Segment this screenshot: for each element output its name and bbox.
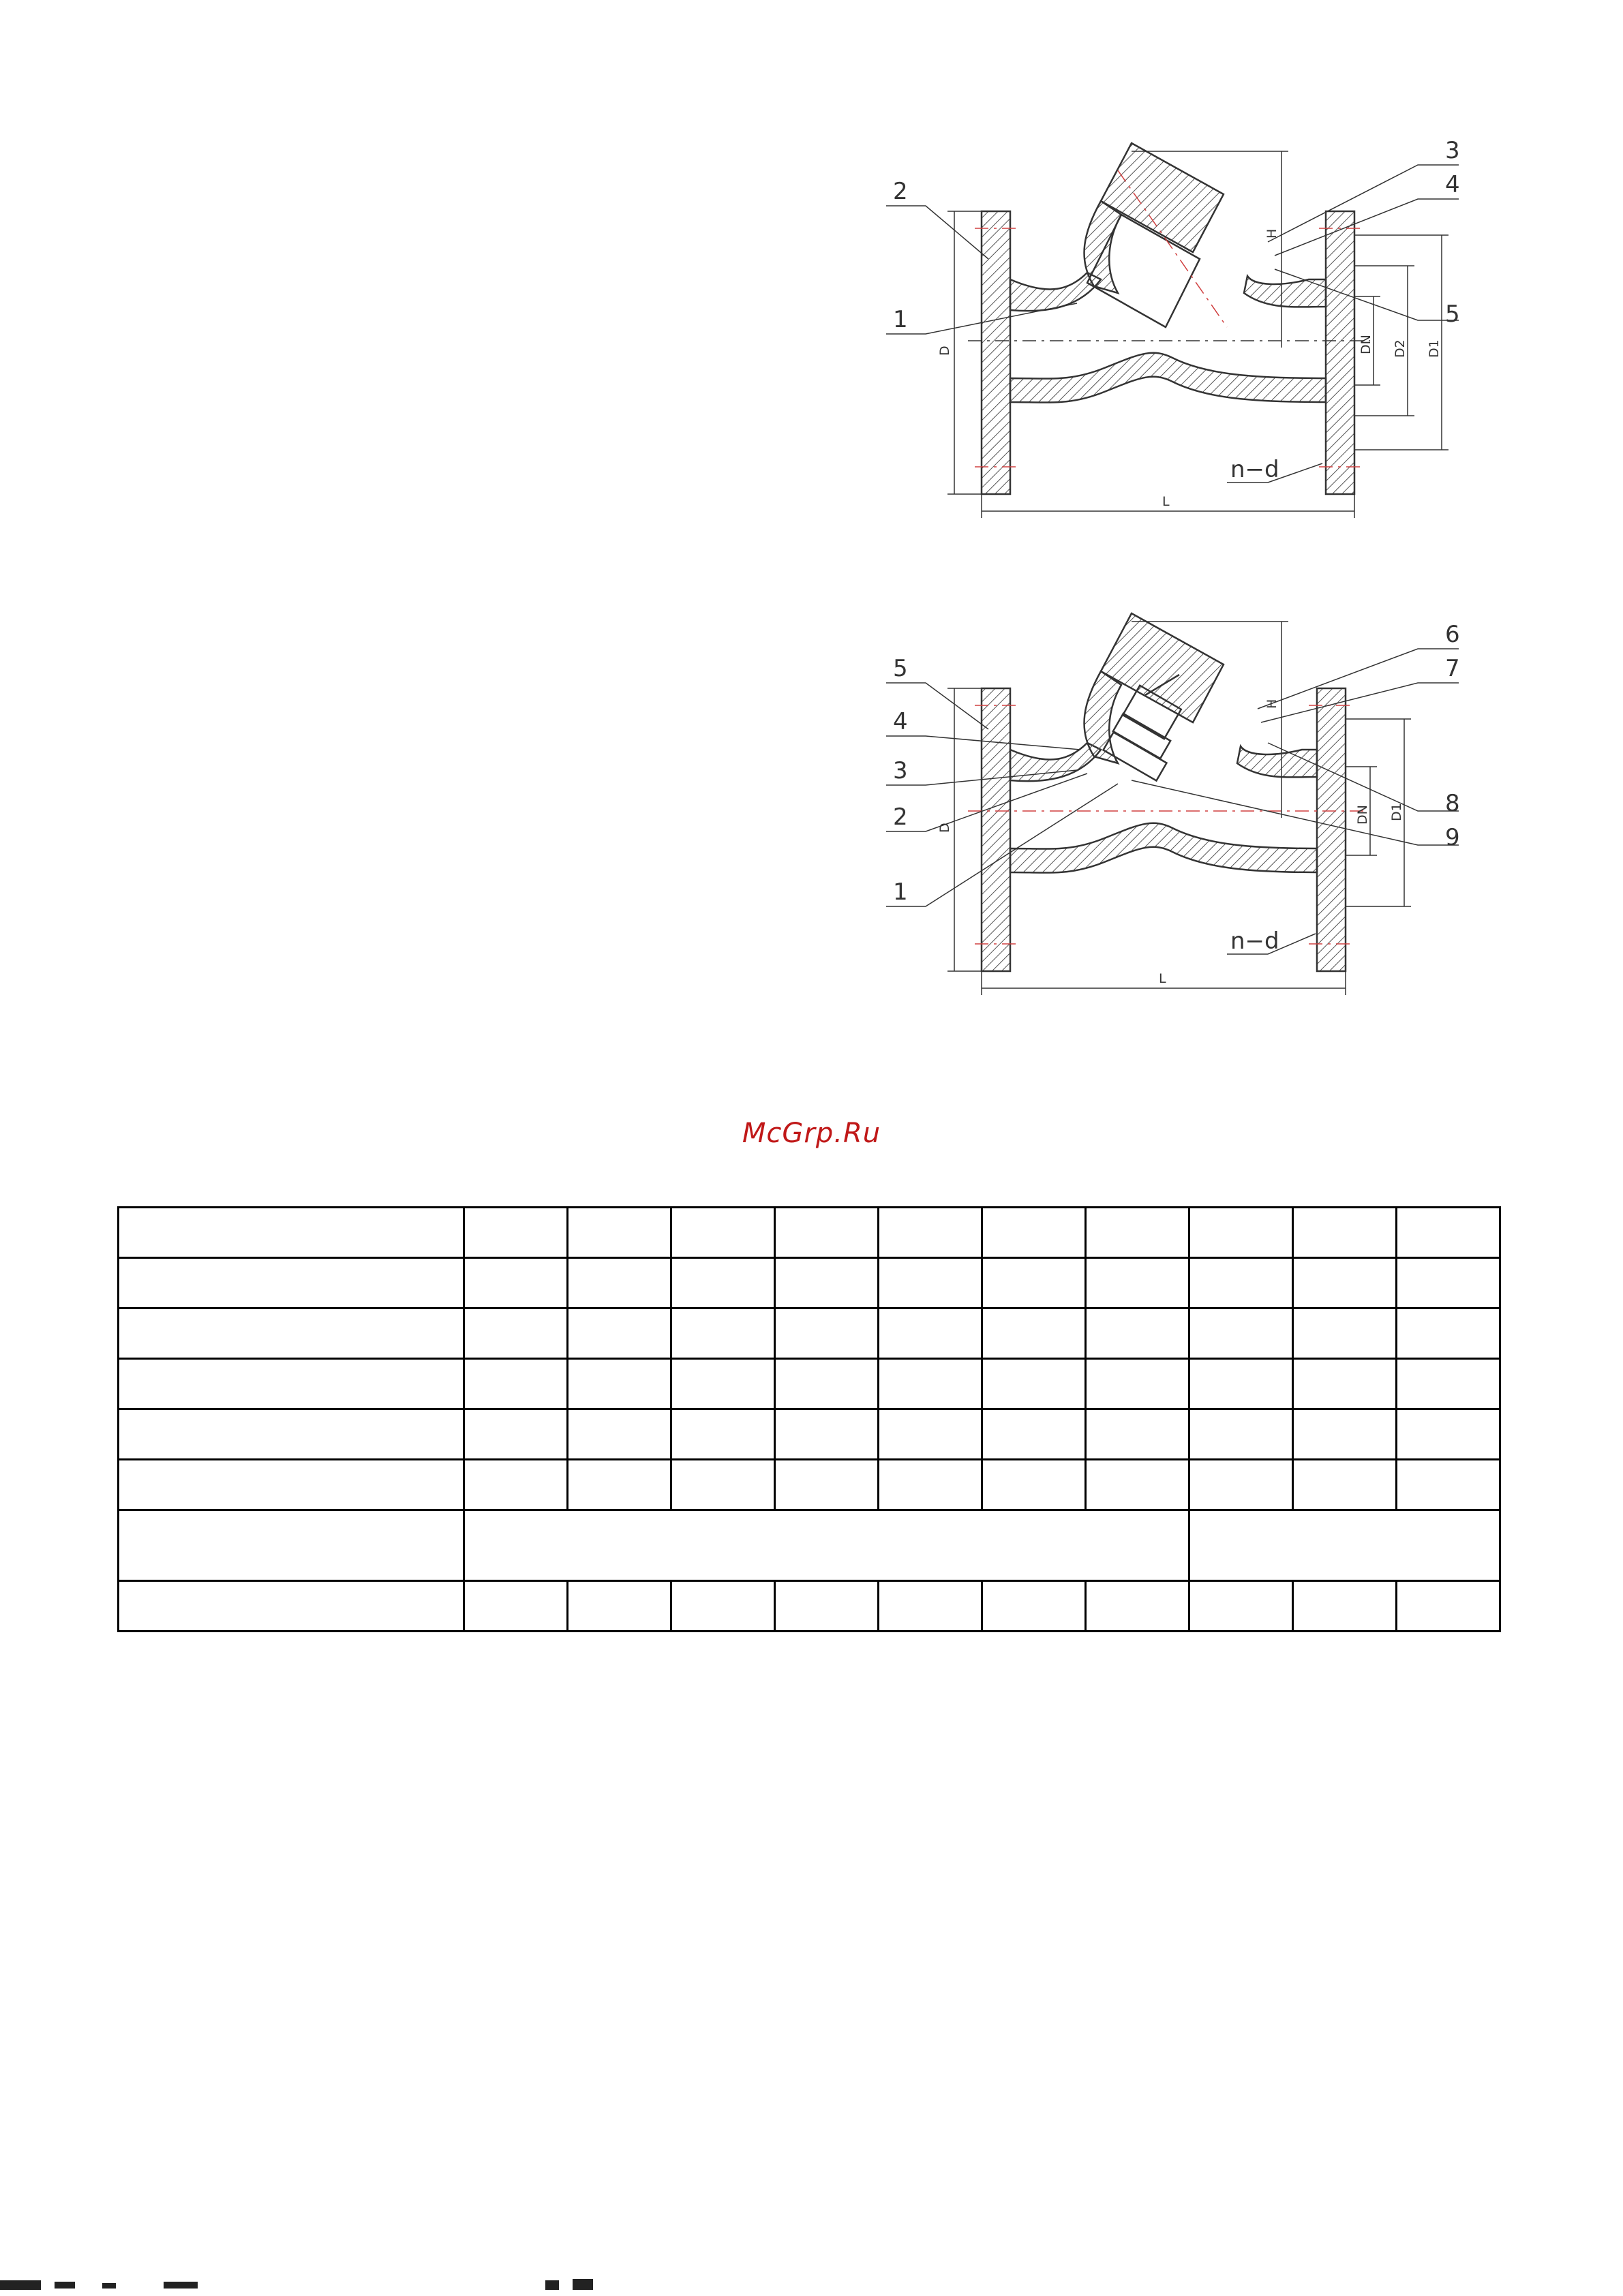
table-cell bbox=[1397, 1308, 1500, 1359]
table-cell bbox=[464, 1359, 568, 1409]
callout-4: 4 bbox=[1445, 171, 1460, 198]
table-cell-merged bbox=[1189, 1510, 1500, 1581]
dim-d2: D2 bbox=[1393, 339, 1408, 358]
dim-n-d: n−d bbox=[1230, 928, 1279, 955]
table-cell bbox=[775, 1208, 879, 1258]
table-row bbox=[119, 1208, 1500, 1258]
dim-dn: DN bbox=[1355, 805, 1370, 825]
table-cell bbox=[1189, 1409, 1293, 1460]
table-cell bbox=[1293, 1308, 1397, 1359]
callout-5: 5 bbox=[1445, 301, 1460, 328]
spec-table bbox=[117, 1206, 1501, 1632]
dim-dn: DN bbox=[1359, 335, 1374, 354]
callout-3: 3 bbox=[1445, 137, 1460, 164]
table-row bbox=[119, 1359, 1500, 1409]
table-cell bbox=[1397, 1208, 1500, 1258]
table-cell bbox=[1397, 1409, 1500, 1460]
table-cell bbox=[119, 1581, 464, 1632]
table-cell bbox=[568, 1359, 671, 1409]
table-cell bbox=[879, 1359, 982, 1409]
table-cell bbox=[1293, 1258, 1397, 1308]
table-cell bbox=[982, 1460, 1086, 1510]
table-cell bbox=[879, 1208, 982, 1258]
table-cell bbox=[1293, 1359, 1397, 1409]
dim-d: D bbox=[937, 346, 952, 356]
table-cell bbox=[775, 1581, 879, 1632]
callout-1: 1 bbox=[893, 878, 908, 906]
table-cell bbox=[568, 1208, 671, 1258]
dim-h: H bbox=[1264, 699, 1279, 709]
table-cell bbox=[775, 1258, 879, 1308]
table-cell bbox=[1397, 1581, 1500, 1632]
table-cell bbox=[879, 1460, 982, 1510]
table-cell bbox=[671, 1308, 775, 1359]
table-cell bbox=[1086, 1460, 1189, 1510]
table-cell bbox=[982, 1359, 1086, 1409]
callout-9: 9 bbox=[1445, 824, 1460, 851]
table-cell bbox=[1293, 1581, 1397, 1632]
table-cell bbox=[775, 1409, 879, 1460]
table-cell bbox=[568, 1581, 671, 1632]
table-row bbox=[119, 1510, 1500, 1581]
table-cell bbox=[464, 1581, 568, 1632]
table-cell bbox=[464, 1409, 568, 1460]
table-row bbox=[119, 1308, 1500, 1359]
table-cell bbox=[671, 1460, 775, 1510]
dim-h: H bbox=[1264, 228, 1279, 239]
table-cell bbox=[119, 1359, 464, 1409]
table-cell bbox=[982, 1208, 1086, 1258]
callout-6: 6 bbox=[1445, 621, 1460, 648]
table-cell bbox=[671, 1208, 775, 1258]
table-cell bbox=[879, 1258, 982, 1308]
table-cell bbox=[1189, 1308, 1293, 1359]
table-cell bbox=[671, 1359, 775, 1409]
table-cell bbox=[119, 1510, 464, 1581]
table-cell bbox=[1293, 1460, 1397, 1510]
table-cell bbox=[1086, 1208, 1189, 1258]
dim-d1: D1 bbox=[1389, 803, 1404, 821]
table-row bbox=[119, 1460, 1500, 1510]
callout-4: 4 bbox=[893, 708, 908, 735]
table-cell bbox=[568, 1460, 671, 1510]
table-cell bbox=[775, 1359, 879, 1409]
table-cell bbox=[1189, 1460, 1293, 1510]
table-cell bbox=[119, 1308, 464, 1359]
table-cell bbox=[119, 1460, 464, 1510]
table-cell bbox=[1189, 1208, 1293, 1258]
dim-d1: D1 bbox=[1427, 339, 1442, 358]
table-cell bbox=[982, 1581, 1086, 1632]
table-cell bbox=[119, 1208, 464, 1258]
footer-text-fragment bbox=[0, 2276, 1623, 2296]
table-cell bbox=[775, 1460, 879, 1510]
dim-n-d: n−d bbox=[1230, 456, 1279, 483]
table-cell bbox=[1293, 1409, 1397, 1460]
table-cell bbox=[1086, 1308, 1189, 1359]
table-cell bbox=[464, 1308, 568, 1359]
table-cell bbox=[119, 1258, 464, 1308]
table-cell bbox=[671, 1409, 775, 1460]
callout-7: 7 bbox=[1445, 655, 1460, 682]
table-cell bbox=[464, 1460, 568, 1510]
table-row bbox=[119, 1258, 1500, 1308]
dim-l: L bbox=[1159, 971, 1166, 986]
table-row bbox=[119, 1409, 1500, 1460]
table-cell bbox=[1397, 1258, 1500, 1308]
table-cell bbox=[568, 1409, 671, 1460]
valve-body bbox=[982, 143, 1354, 494]
table-cell bbox=[568, 1308, 671, 1359]
callout-3: 3 bbox=[893, 757, 908, 784]
strainer-drawing-bottom bbox=[845, 607, 1486, 1009]
callout-1: 1 bbox=[893, 306, 908, 333]
table-cell bbox=[671, 1258, 775, 1308]
table-cell bbox=[1086, 1581, 1189, 1632]
callout-2: 2 bbox=[893, 178, 908, 205]
table-cell bbox=[1293, 1208, 1397, 1258]
table-cell bbox=[568, 1258, 671, 1308]
watermark: McGrp.Ru bbox=[742, 1118, 881, 1149]
dim-d: D bbox=[937, 823, 952, 833]
table-cell bbox=[464, 1258, 568, 1308]
table-cell bbox=[1189, 1359, 1293, 1409]
table-cell bbox=[982, 1308, 1086, 1359]
table-cell bbox=[982, 1409, 1086, 1460]
dim-l: L bbox=[1162, 494, 1170, 509]
table-row bbox=[119, 1581, 1500, 1632]
table-cell bbox=[1397, 1460, 1500, 1510]
table-cell bbox=[1086, 1258, 1189, 1308]
table-cell bbox=[775, 1308, 879, 1359]
table-cell bbox=[1397, 1359, 1500, 1409]
table-cell bbox=[464, 1208, 568, 1258]
table-cell-merged bbox=[464, 1510, 1189, 1581]
table-cell bbox=[982, 1258, 1086, 1308]
table-cell bbox=[879, 1409, 982, 1460]
table-cell bbox=[1189, 1258, 1293, 1308]
table-cell bbox=[1189, 1581, 1293, 1632]
table-cell bbox=[1086, 1359, 1189, 1409]
table-cell bbox=[671, 1581, 775, 1632]
table-cell bbox=[879, 1581, 982, 1632]
strainer-drawing-top bbox=[845, 123, 1486, 525]
table-cell bbox=[119, 1409, 464, 1460]
callout-2: 2 bbox=[893, 803, 908, 831]
table-cell bbox=[879, 1308, 982, 1359]
callout-8: 8 bbox=[1445, 790, 1460, 817]
table-cell bbox=[1086, 1409, 1189, 1460]
callout-5: 5 bbox=[893, 655, 908, 682]
